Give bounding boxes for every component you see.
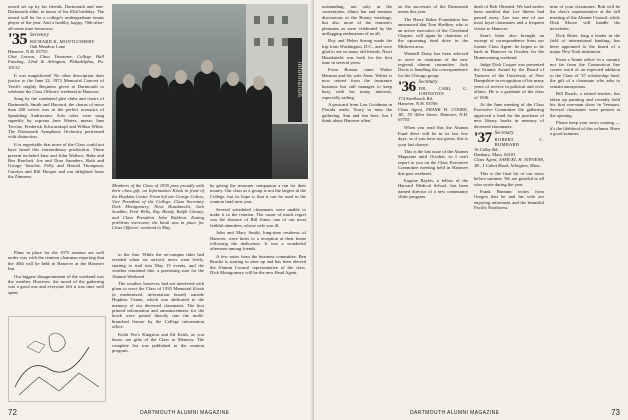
photo-caption: Members of the Class of 1935 pose proudly with their class gift, an Information Kiosk in front of the Hopkins Center. From left are George Colton, Vice President of the College, Class Secretary Dick Montgomery, Newt Hausknecht, Jack Scudder, Fred Wells, Ray Hardy, Ralph Cheney, and Class President John Waldron. Zoning problems overcome, the kiosk was in place for Class Officers' weekend in May.: [112, 183, 204, 231]
left-col4-paragraph: Several scheduled classmates were unable to make it to the reunion. The cause of much regret was the absence of Bill Jones, one of our most faithful attendees, whose wife was ill.: [210, 206, 306, 228]
right-col4-paragraph: Bill Roach, a retired teacher, has taken up painting and recently held his first one-man show in Vermont. Several classmates were present at the opening.: [550, 91, 620, 118]
left-column-4: [210, 183, 306, 278]
sketch-drawing: [9, 317, 105, 401]
class-37-address-1: 16 Colby Rd.: [474, 146, 499, 152]
left-col1-paragraph: It was magnificent! No other description does justice to the June 22, 1972 Memorial Concert of Verdi's mighty Requiem given at Dartmouth to celebrate the Class Officers' weekend in Hanover.: [8, 72, 104, 95]
right-col2-paragraph: on the successes of the Dartmouth teams this year.: [398, 4, 468, 15]
class-37-address-2: Danbury, Mass. 02181: [474, 152, 516, 158]
left-column-2: [8, 250, 104, 297]
left-col2-paragraph: Our biggest disappointment of the weekend was the weather. However, the mood of the gathering was a good one and everyone felt it was time well spent.: [8, 273, 104, 295]
right-col2-paragraph: Wendell Daisy has been selected to serve as chairman of the new regional alumni committee. Jack Davis is handling the correspondence for the Chicago group.: [398, 51, 468, 78]
class-35-treasurer: Chet Larson, Class Treasurer, College Hall Funding, 32nd & Arlington, Philadelphia, Pa. 19132: [8, 54, 104, 70]
right-col4-paragraph: From a 'home office' in a country not far from the Connecticut line comes word of an expected addition to the Class of '37 scholarship fund, the gift of a classmate who asks to remain anonymous.: [550, 56, 620, 89]
right-col1-paragraph: Roy and Helen Strong made the trip from Washington, D.C., and were glad to see so many old friends. Newt Hausknecht was back for the first time in several years.: [322, 38, 392, 66]
left-col3-paragraph: Keith Yeo's Kingston and Ed Keith, as you know, are gifts of the Class to Memory. The complete list was published in the reunion program.: [112, 331, 204, 353]
sketch-illustration: [8, 316, 106, 402]
class-36-number: '36: [398, 79, 416, 96]
class-35-address-2: Hanover, N.H. 03755: [8, 49, 48, 55]
class-35-header: [8, 33, 104, 70]
information-kiosk-sign: information: [288, 38, 302, 122]
right-column-1: [322, 4, 392, 126]
right-col4-paragraph: Dick Ritter, long a leader in the field of international banking, has been appointed to the board of a major New York institution.: [550, 33, 620, 55]
right-col4-paragraph: nine of your classmates. Bob will be the class's representative at the fall meeting of the Alumni Council, while Dick Moore will handle the newsletter.: [550, 4, 620, 31]
left-col2-paragraph: Plans in place for the 1975 reunion are well under way with the reunion chairman reporting that the 40th will be held in Hanover at the Hanover Inn.: [8, 250, 104, 272]
right-col1-paragraph: From Boston came Walter Herman and his wife Anne. Walter is now retired from the insurance business but still manages to keep busy with his many interests, especially sailing.: [322, 67, 392, 100]
right-column-2: [398, 4, 468, 202]
right-col3-paragraph: At the June meeting of the Class Executive Committee the gathering approved a fund for the purchase of new library books in memory of deceased classmates.: [474, 101, 544, 129]
class-35-secretary-name: RICHARD K. MONTGOMERY: [29, 38, 95, 44]
class-36-header: [398, 80, 468, 122]
left-col3-paragraph: The weather, however, had not interfered with plans to erect the Class of 1935 Memorial Kiosk (a modernized, information board) outside Hopkins Center, which was dedicated to the memory of our deceased classmates. The first printed information and announcements for the kiosk were posted directly into the multi-branched fixture by the College information office.: [112, 281, 204, 330]
class-36-address-1: 174 Steelbrack Rd.: [398, 96, 434, 102]
class-37-secretary-label: Secretary: [494, 130, 514, 136]
left-col4-paragraph: be giving the treasurer companion a run for their money. Our class as a group is not the largest in the College, but its hope is that it can be used in the reunion fund next year.: [210, 183, 306, 205]
left-col3-paragraph: to the fine. While the on-campus tides had receded when we arrived, news went freely, starting to trail into May 15 events, and the weather remained fine, a promising start for the Alumni Weekend.: [112, 252, 204, 279]
class-35-address-1: Oak Meadow Lane: [29, 43, 66, 49]
right-col2-paragraph: This is the last issue of the Alumni Magazine until October, so I can't report to you on the Class Executive Committee meeting held in Hanover this past weekend.: [398, 148, 468, 176]
class-35-number: '35: [8, 31, 27, 49]
class-37-treasurer: Class Agent, SAMUEL H. STEVENS, JR., 1 Cabot Road, Arlington, Mass.: [474, 157, 544, 168]
class-36-secretary-label: Secretary: [418, 80, 438, 86]
class-37-number: '37: [474, 129, 492, 146]
right-col3-paragraph: This is the final bit of our news before summer. We are grateful to all who wrote during the year.: [474, 170, 544, 187]
right-col3-paragraph: dealt of Bob Olmsted. We had earlier been notified that Lee Sheets had passed away. Lee was one of our most loyal classmates and a frequent visitor to Hanover.: [474, 4, 544, 31]
left-footer: DARTMOUTH ALUMNI MAGAZINE: [140, 410, 230, 416]
right-page-number: 73: [611, 408, 620, 417]
class-37-secretary-name: ROBERT C. BOMBARD: [494, 136, 544, 147]
class-36-treasurer: Class Agent, FRANK H. COOKE, JR., 53 Allen Street, Hanover, N.H. 03755: [398, 106, 468, 123]
class-gift-photo: [112, 4, 308, 179]
right-col3-paragraph: Frank Barnum writes from Oregon that he and his wife are enjoying retirement and the beautiful Pacific Northwest.: [474, 188, 544, 211]
class-37-header: [474, 131, 544, 168]
left-col1-paragraph: Song by the combined glee clubs and choirs of Dartmouth, Smith and Harvard, the chorus of more than 200 voices was in the perfect acoustics of Spaulding Auditorium. Solo roles were sung superbly by soprano Jane Waters, mezzo Jane Tervine, Frederick Schwarzkopf and Wilbur White. The Dartmouth Symphony Orchestra performed with distinction.: [8, 96, 104, 140]
right-column-4: [550, 4, 620, 138]
left-col4-paragraph: John and Mary Smith, long-time residents of Hanover, were hosts to a reception at their home following the dedication. It was a wonderful afternoon among friends.: [210, 230, 306, 252]
right-column-3: [474, 4, 544, 213]
right-footer: DARTMOUTH ALUMNI MAGAZINE: [410, 410, 500, 416]
right-col3-paragraph: Judge Dick Cooper was presented the Granite Award by the Board of Trustees of the University of New Hampshire in recognition of his many years of service in political and civic affairs. He is a graduate of the class of 1936.: [474, 62, 544, 100]
right-col3-paragraph: Sam's letter also brought an excerpt of correspondence from our former Class Agent: he hopes to be back in Hanover in October for the Homecoming weekend.: [474, 33, 544, 60]
right-col2-paragraph: The Harry Baker Foundation has announced that Tom Sheldon, who is an active executive of the Cleveland Chapter, will again be chairman of the upcoming fund drive in the Midwest area.: [398, 16, 468, 49]
right-col1-paragraph: outstanding, not only at the conventions, ethnic bar and seminar discussions at the Rotary meetings, but also more of the reunion's pleasures as were celebrated by the unflagging enthusiasm of us all.: [322, 4, 392, 37]
right-page: [314, 0, 628, 420]
left-page-number: 72: [8, 408, 17, 417]
right-col2-paragraph: Eugene Rayles, a fellow of the Harvard Medical School, has been named director of a new community clinic program.: [398, 177, 468, 200]
left-col4-paragraph: A few notes from the business committee. Ben Brucke is starting to steer up and has been elected the Alumni Council representative of the class. Dick Montgomery will be the new Head Agent.: [210, 253, 306, 276]
right-col1-paragraph: A postcard from Lou Goodman in Florida reads: 'Sorry to miss the gathering. Sun and fun here, but I think about Hanover often.': [322, 101, 392, 124]
left-column-3: [112, 252, 204, 355]
class-36-secretary-name: DR. CARL G. JOHNSTON: [418, 85, 468, 97]
intro-paragraph: award set up by his friends, Dartmouth and non-Dartmouth alike, in honor of his 65th birthday. The award will be for a college's undergraduate tennis player of the year. And a healthy, happy, 70th-after-all-some time-tomorrow.: [8, 4, 104, 31]
right-col2-paragraph: When you read this the Alumni Fund drive will be in its last few days, so if you have not given, this is your last chance.: [398, 125, 468, 147]
right-col4-paragraph: Please keep your news coming — it's the lifeblood of this column. Have a good summer.: [550, 120, 620, 136]
class-35-secretary-label: Secretary: [29, 33, 49, 39]
class-36-address-2: Hanover, N.H. 03766: [398, 101, 438, 107]
left-col1-paragraph: It is regrettable that more of the Class could not have heard this extraordinary production. Those present included Jane and John Wallace, Bake and Bea Brachett, Joe and Dora Saunders, Ruth and George Tausche, Polly and Harold Thompson, Carolyn and Bill Hooper and our delighted hosts the Zimmers.: [8, 141, 104, 180]
left-column-1: [8, 4, 104, 182]
